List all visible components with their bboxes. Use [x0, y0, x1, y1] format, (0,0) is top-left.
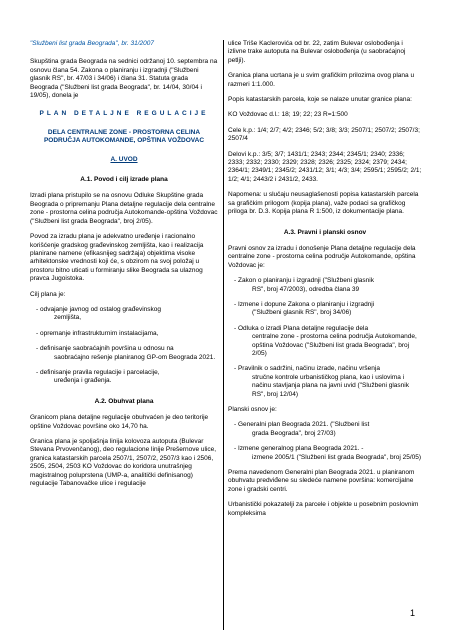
section-a-heading: A. UVOD — [110, 155, 138, 163]
publication-header: "Službeni list grada Beograda", br. 31/2007 — [30, 40, 154, 47]
paragraph-r2: Granica plana ucrtana je u svim grafičkim prilozima ovog plana u razmeri 1:1.000. — [228, 72, 415, 88]
list-item: - Izmene i dopune Zakona o planiranju i izgradnji ("Službeni glasnik RS", broj 34/06) — [234, 300, 375, 317]
paragraph-r7: Napomena: u slučaju neusaglašenosti popisa katastarskih parcela sa grafičkim prilogom (kopija plana), važe podaci sa grafičkog priloga br. D.3. Kopija plana R 1:500, iz dokumentacije plana. — [228, 191, 419, 216]
paragraph-r10: Urbanistički pokazatelji za parcele i objekte u posebnim poslovnim kompleksima — [228, 501, 419, 517]
paragraph-r4: KO Voždovac d.l.: 18; 19; 22; 23 R=1:500 — [228, 111, 348, 119]
paragraph-a2-2: Granica plana je spoljašnja linija kolovoza autoputa (Bulevar Stevana Prvovenčanog), deo regulacione linije Prešernove ulice, granica katastarskih parcela 2507/1, 2507/2, 2507/3 kao i 2506, 2505, 2504, 2503 KO Voždovac do koridora unutrašnjeg magistralnog poluprstena (UMP-a, analitički definisanog) regulacije Tabanovačke ulice i regulacije — [30, 438, 217, 488]
paragraph-a1-1: Izradi plana pristupilo se na osnovu Odluke Skupštine grada Beograda o pripremanju Plana detaljne regulacije dela centralne zone - prostorna celina područja Autokomande-opština Voždovac ("Službeni list grada Beograda", broj 2/05). — [30, 192, 218, 225]
list-item: - odvajanje javnog od ostalog građevinskog zemljišta, — [36, 305, 162, 322]
heading-a3: A.3. Pravni i planski osnov — [283, 228, 367, 236]
paragraph-r9: Prema navedenom Generalni plan Beograda 2021. u planiranom obuhvatu predviđene su sledeće namene površina: komercijalne zone i gradski centri. — [228, 469, 415, 493]
list-item: - Zakon o planiranju i izgradnji ("Službeni glasnik RS", broj 47/2003), odredba člana 39 — [234, 277, 374, 293]
right-column — [228, 40, 422, 525]
paragraph-a2-1: Granicom plana detaljne regulacije obuhvaćen je deo teritorije opštine Voždovac površine oko 14,70 ha. — [30, 414, 209, 430]
list-item: - opremanje infrastrukturnim instalacijama, — [36, 329, 159, 337]
paragraph-r1: ulice Triše Kaclerovića od br. 22, zatim Bulevar oslobođenja i izlivne trake autoputa na Bulevar oslobođenja (u saobraćajnoj petlji). — [228, 40, 406, 64]
paragraph-r8: Pravni osnov za izradu i donošenje Plana detaljne regulacije dela centralne zone - prostorna celina područje Autokomande, opština Voždovac je: — [228, 244, 416, 269]
paragraph-r6: Delovi k.p.: 3/5; 3/7; 1431/1; 2343; 2344; 2345/1; 2340; 2336; 2333; 2332; 2330; 2329; 2328; 2326; 2325; 2324; 2379; 2434; 2364/1; 2349/1; 2345/2; 2431/12; 3/1; 4/3; 3/4; 2595/1; 2595/2; 2/1; 1/2; 4/1; 2443/2 i 2431/2, 2433. — [228, 150, 422, 183]
list-item: - Generalni plan Beograda 2021. ("Službeni list grada Beograda", broj 27/03) — [234, 421, 370, 437]
list-item: - definisanje saobraćajnih površina u odnosu na saobraćajno rešenje planiranog GP-om Beograda 2021. — [36, 345, 216, 361]
page-number: 1 — [410, 608, 416, 618]
column-divider — [223, 40, 224, 630]
list-item: - Pravilnik o sadržini, načinu izrade, načinu vršenja stručne kontrole urbanističkog plana, kao i uslovima i načinu stavljanja plana na javni uvid ("Službeni glasnik RS", broj 12/04) — [234, 365, 409, 398]
planning-label: Planski osnov je: — [228, 406, 277, 413]
list-item: - Odluka o izradi Plana detaljne regulacije dela centralne zone - prostorna celina područja Autokomande, opština Voždovac ("Službeni list grada Beograda", broj 2/05) — [234, 324, 417, 357]
plan-subtitle: DELA CENTRALNE ZONE - PROSTORNA CELINA PODRUČJA AUTOKOMANDE, OPŠTINA VOŽDOVAC — [43, 128, 205, 145]
heading-a1: A.1. Povod i cilj izrade plana — [80, 176, 168, 184]
left-column — [30, 40, 218, 495]
plan-title: PLAN DETALJNE REGULACIJE — [39, 110, 209, 118]
paragraph-r3: Popis katastarskih parcela, koje se nalaze unutar granice plana: — [228, 96, 412, 104]
intro-paragraph: Skupština grada Beograda na sednici održanoj 10. septembra na osnovu člana 54. Zakona o planiranju i izgradnji ("Službeni glasnik RS", br. 47/03 i 34/06) i člana 31. Statuta grada Beograda ("Službeni list grada Beograda", br. 14/04, 30/04 i 19/05), donela je — [30, 58, 218, 100]
paragraph-r5: Cele k.p.: 1/4; 2/7; 4/2; 2346; 5/2; 3/8; 3/3; 2507/1; 2507/2; 2507/3; 2507/4 — [228, 126, 420, 143]
list-item: - Izmene generalnog plana Beograda 2021. - izmene 2005/1 ("Službeni list grada Beograda", broj 25/05) — [234, 445, 422, 461]
paragraph-a1-2: Povod za izradu plana je adekvatno uređenje i racionalno korišćenje gradskog građevinskog zemljišta, kao i realizacija planirane namene (efikasnijeg sadržaja) objektima visoke arhitektonske vrednosti koji će, s obzirom na svoj položaj u prostoru bitno uticati u formiranju slike Beograda sa ulaznog pravca Jugoistoka. — [30, 233, 204, 283]
heading-a2: A.2. Obuhvat plana — [94, 397, 154, 405]
goals-label: Cilj plana je: — [30, 290, 66, 298]
list-item: - definisanje pravila regulacije i parcelacije, uređenja i građenja. — [36, 368, 160, 385]
